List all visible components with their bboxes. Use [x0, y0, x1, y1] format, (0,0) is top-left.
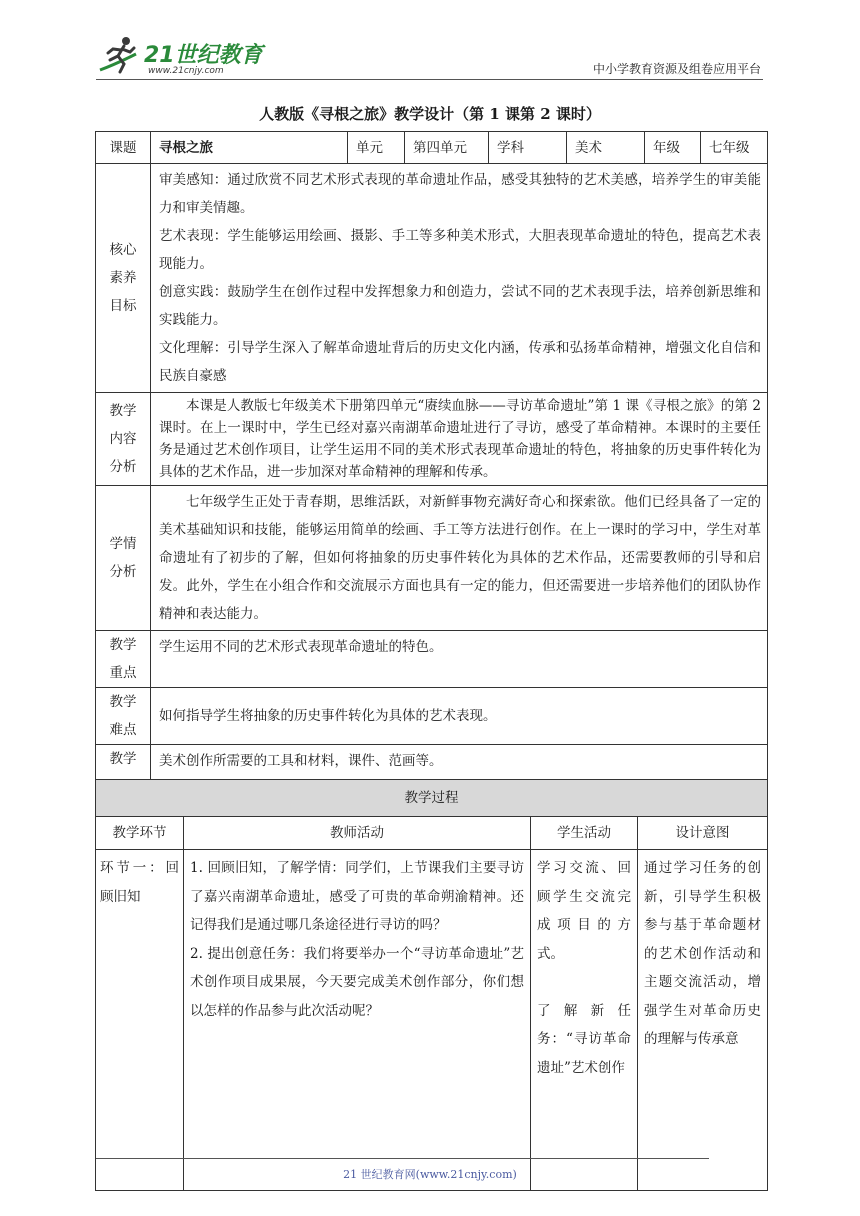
label-content [96, 393, 151, 486]
goal-aesthetic: 审美感知：通过欣赏不同艺术形式表现的革命遗址作品，感受其独特的艺术美感，培养学生的审美能力和审美情趣。 [159, 172, 761, 216]
student-activity [531, 850, 638, 1191]
document-title: 人教版《寻根之旅》教学设计（第 1 课第 2 课时） [259, 105, 601, 123]
label-learner-text: 学情分析 [109, 536, 137, 580]
info-row-learner [96, 486, 768, 631]
label-learner [96, 486, 151, 631]
student-step-1: 学习交流、回顾学生交流完成项目的方式。 [537, 860, 631, 962]
content-text: 本课是人教版七年级美术下册第四单元“赓续血脉——寻访革命遗址”第 1 课《寻根之旅》的第 2 课时。在上一课时中，学生已经对嘉兴南湖革命遗址进行了寻访，感受了革命精神。本课时的主要任务是通过艺术创作项目，让学生运用不同的美术形式表现革命遗址的特色，将抽象的历史事件转化为具体的艺术作品，进一步加深对革命精神的理解和传承。 [159, 398, 761, 480]
value-topic: 寻根之旅 [151, 132, 348, 164]
difficulty-cell [151, 688, 768, 745]
process-title-row [96, 780, 768, 817]
label-goals-text: 核心素养目标 [109, 242, 137, 314]
value-subject: 美术 [567, 132, 645, 164]
info-row-content [96, 393, 768, 486]
info-row-goals [96, 164, 768, 393]
process-column-headers [96, 817, 768, 850]
label-grade: 年级 [645, 132, 701, 164]
label-topic: 课题 [96, 132, 151, 164]
col-intent: 设计意图 [638, 817, 768, 850]
label-key [96, 631, 151, 688]
stage-name: 环节一：回顾旧知 [96, 850, 184, 1191]
goal-expression: 艺术表现：学生能够运用绘画、摄影、手工等多种美术形式，大胆表现革命遗址的特色，提高艺术表现能力。 [159, 228, 761, 272]
goals-cell [151, 164, 768, 393]
lesson-info-table [95, 131, 768, 802]
info-row-difficulty [96, 688, 768, 745]
process-title: 教学过程 [96, 780, 768, 817]
learner-text: 七年级学生正处于青春期，思维活跃，对新鲜事物充满好奇心和探索欲。他们已经具备了一定的美术基础知识和技能，能够运用简单的绘画、手工等方法进行创作。在上一课时的学习中，学生对革命遗址有了初步的了解，但如何将抽象的历史事件转化为具体的艺术作品，还需要教师的引导和启发。此外，学生在小组合作和交流展示方面也具有一定的能力，但还需要进一步培养他们的团队协作精神和表达能力。 [159, 494, 761, 622]
label-subject: 学科 [489, 132, 567, 164]
design-intent: 通过学习任务的创新，引导学生积极参与基于革命题材的艺术创作活动和主题交流活动，增强学生对革命历史的理解与传承意 [638, 850, 768, 1191]
label-goals [96, 164, 151, 393]
value-unit: 第四单元 [405, 132, 489, 164]
label-difficulty-text: 教学难点 [109, 694, 137, 738]
info-row-key [96, 631, 768, 688]
info-row-header [96, 132, 768, 164]
footer-text: 21 世纪教育网(www.21cnjy.com) [343, 1168, 517, 1181]
student-step-2: 了解新任务：“寻访革命遗址”艺术创作 [537, 1002, 631, 1076]
key-text: 学生运用不同的艺术形式表现革命遗址的特色。 [159, 639, 443, 655]
teacher-step-1: 1. 回顾旧知，了解学情：同学们，上节课我们主要寻访了嘉兴南湖革命遗址，感受了可贵的革命朔渝精神。还记得我们是通过哪几条途径进行寻访的吗？ [190, 860, 524, 933]
student-spacer [537, 968, 631, 997]
col-stage: 教学环节 [96, 817, 184, 850]
label-difficulty [96, 688, 151, 745]
key-cell [151, 631, 768, 688]
label-key-text: 教学重点 [109, 637, 137, 681]
logo-url: www.21cnjy.com [148, 66, 224, 76]
header-divider [96, 79, 763, 80]
runner-logo-icon [96, 34, 142, 76]
teacher-step-2: 2. 提出创意任务：我们将要举办一个“寻访革命遗址”艺术创作项目成果展，今天要完成美术创作部分，你们想以怎样的作品参与此次活动呢？ [190, 945, 524, 1019]
label-unit: 单元 [348, 132, 405, 164]
difficulty-text: 如何指导学生将抽象的历史事件转化为具体的艺术表现。 [159, 708, 497, 724]
footer-divider [96, 1158, 709, 1159]
page-header [96, 26, 761, 80]
learner-cell [151, 486, 768, 631]
teacher-activity [184, 850, 531, 1191]
tools-text: 美术创作所需要的工具和材料，课件、范画等。 [159, 753, 443, 769]
platform-name: 中小学教育资源及组卷应用平台 [592, 62, 761, 76]
goal-culture: 文化理解：引导学生深入了解革命遗址背后的历史文化内涵，传承和弘扬革命精神，增强文化自信和民族自豪感 [159, 340, 761, 384]
value-grade: 七年级 [701, 132, 768, 164]
logo [96, 34, 296, 80]
col-teacher: 教师活动 [184, 817, 531, 850]
process-table [95, 779, 768, 1191]
goal-creative: 创意实践：鼓励学生在创作过程中发挥想象力和创造力，尝试不同的艺术表现手法，培养创新思维和实践能力。 [159, 284, 761, 328]
label-tools-text: 教学 [109, 751, 137, 767]
logo-text: 21世纪教育 [144, 43, 263, 68]
col-student: 学生活动 [531, 817, 638, 850]
process-row-stage1 [96, 850, 768, 1191]
label-content-text: 教学内容分析 [109, 403, 137, 475]
content-cell [151, 393, 768, 486]
